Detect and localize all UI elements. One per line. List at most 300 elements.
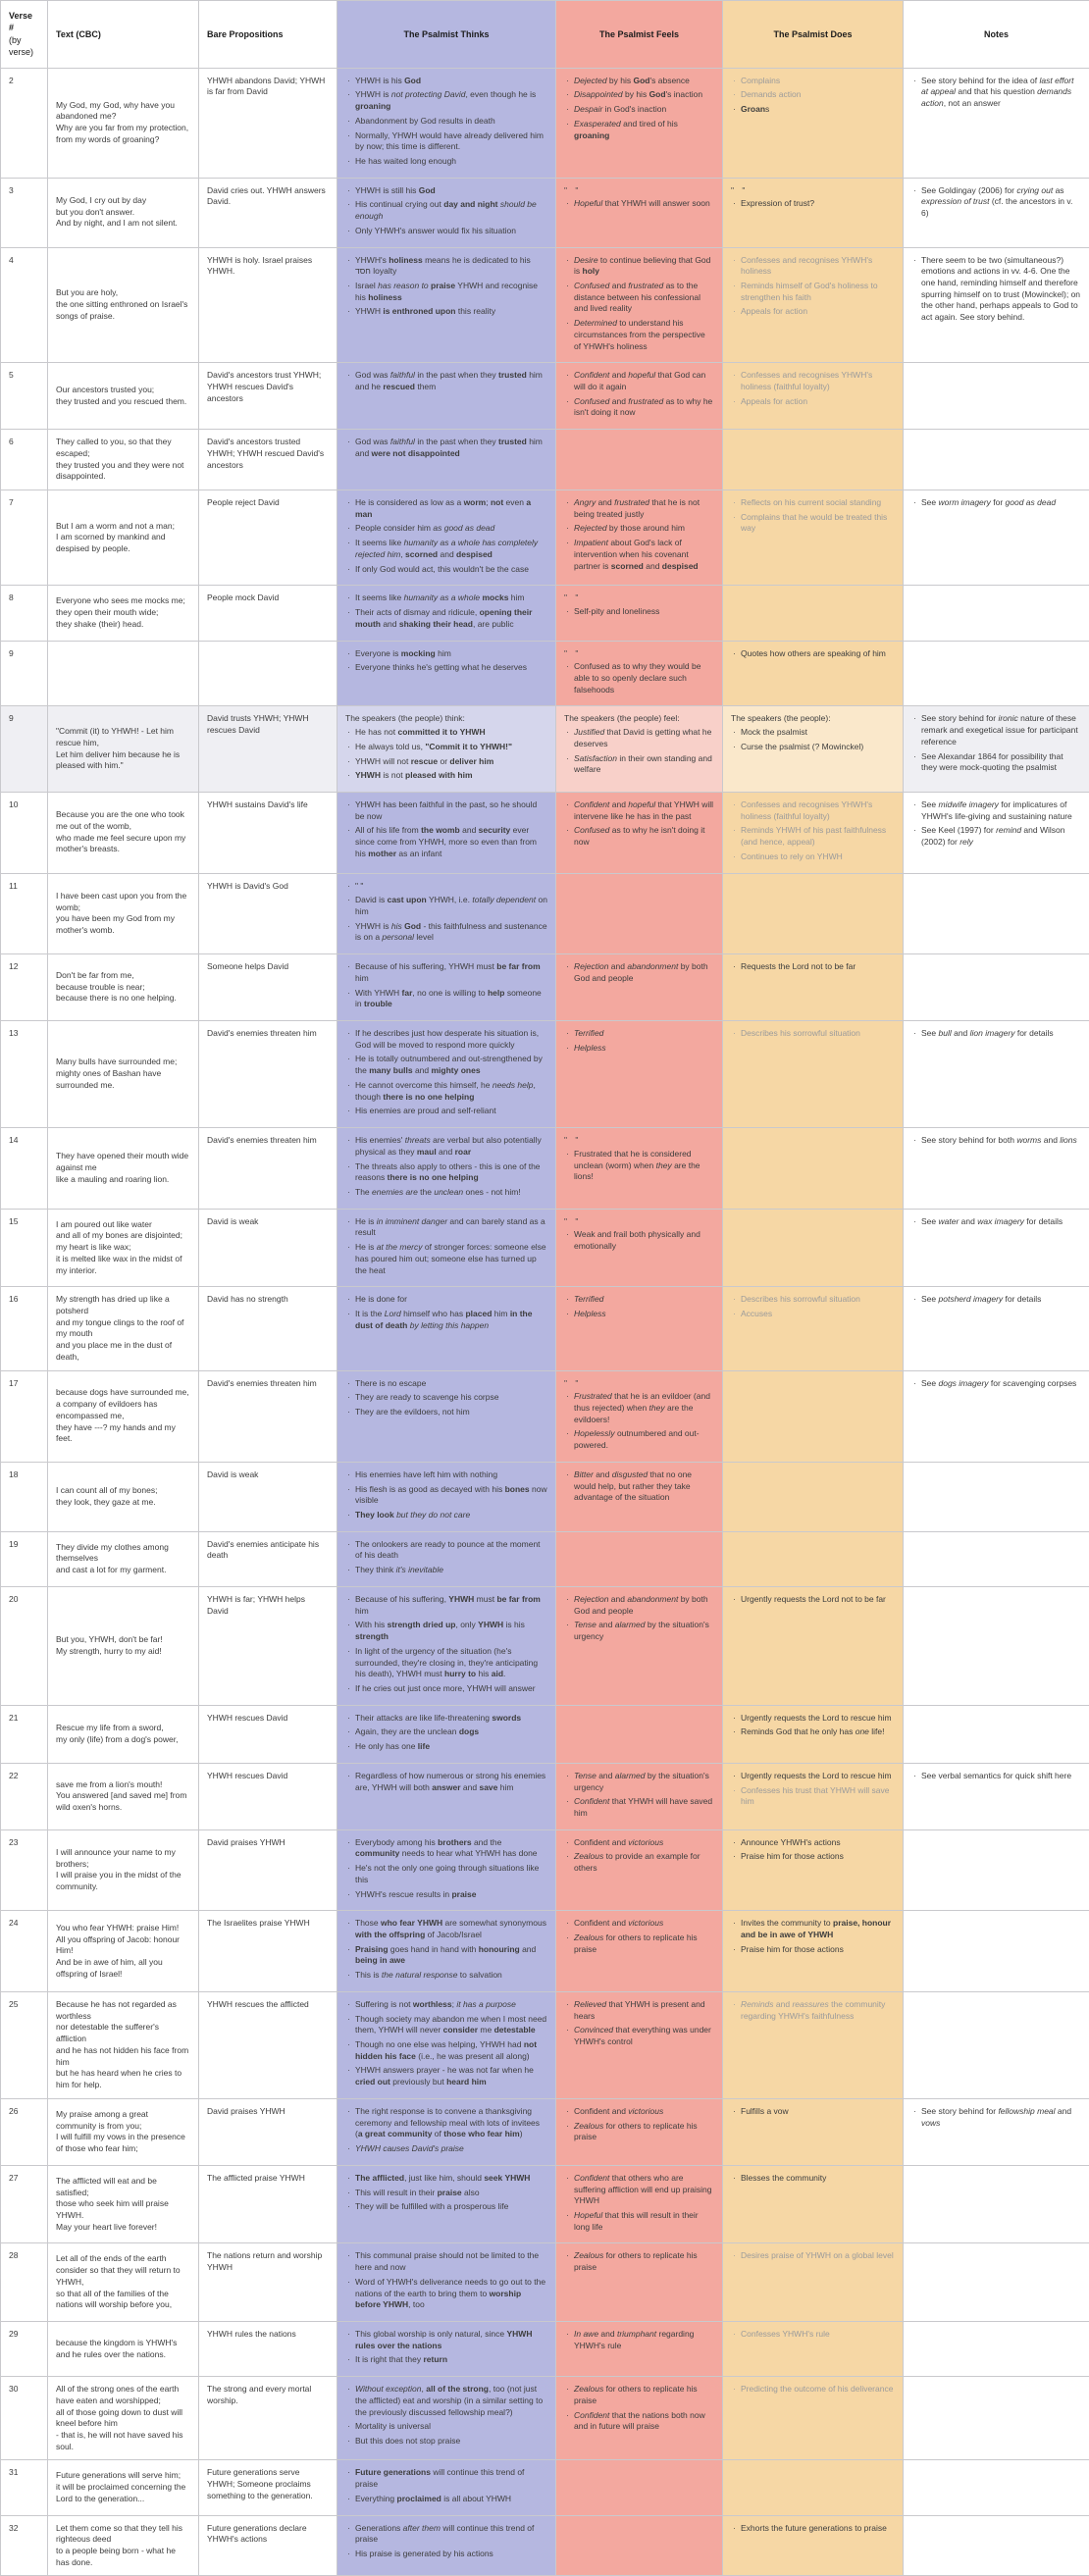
bullet-item: · Confesses and recognises YHWH's holiness (faithful loyalty) (731, 799, 895, 822)
table-row (1, 247, 1089, 363)
bullet-item: · Rejection and abandonment by both God and people (564, 1594, 714, 1617)
bullet-item: · Suffering is not worthless; it has a purpose (345, 1999, 547, 2011)
verse-text-line: I will announce your name to my brothers; (56, 1847, 190, 1870)
column-header-notes: Notes (904, 1, 1089, 69)
psalmist-does-cell (723, 1370, 904, 1462)
verse-text-line: they trusted you and they were not disappointed. (56, 460, 190, 483)
psalmist-thinks-cell (337, 2243, 556, 2322)
notes-cell (904, 1705, 1089, 1763)
bullet-item: · Tense and alarmed by the situation's urgency (564, 1620, 714, 1642)
bullet-item: · Accuses (731, 1309, 895, 1320)
bullet-item: · Urgently requests the Lord to rescue him (731, 1713, 895, 1725)
bare-propositions-cell: YHWH is David's God (199, 873, 337, 954)
notes-cell (904, 490, 1089, 586)
psalmist-thinks-cell (337, 2165, 556, 2243)
bullet-item: · Confesses YHWH's rule (731, 2329, 895, 2341)
psalmist-does-cell (723, 1763, 904, 1829)
table-row (1, 1531, 1089, 1586)
bullet-item: · Everybody among his brothers and the community needs to hear what YHWH has done (345, 1837, 547, 1860)
bullet-item: · The enemies are the unclean ones - not him! (345, 1187, 547, 1199)
bullet-item: · There is no escape (345, 1378, 547, 1390)
notes-cell (904, 2321, 1089, 2376)
verse-text (56, 521, 190, 555)
verse-text-line: I have been cast upon you from the womb; (56, 891, 190, 913)
verse-text-line: but he has heard when he cries to him for help. (56, 2068, 190, 2090)
ditto-mark: " " (564, 648, 714, 660)
bullet-item: · Zealous for others to replicate his praise (564, 2384, 714, 2406)
verse-text-line: you have been my God from my mother's womb. (56, 913, 190, 936)
bullet-item: · Zealous to provide an example for others (564, 1851, 714, 1874)
bullet-item: · Terrified (564, 1294, 714, 1306)
psalmist-thinks-cell (337, 2098, 556, 2165)
header-row (1, 1, 1089, 69)
verse-text-line: they trusted and you rescued them. (56, 396, 190, 408)
table-row (1, 2321, 1089, 2376)
note-item: · See verbal semantics for quick shift here (911, 1771, 1081, 1782)
bullet-item: · Exasperated and tired of his groaning (564, 119, 714, 141)
note-item: · See Keel (1997) for remind and Wilson (2002) for rely (911, 825, 1081, 848)
table-row (1, 954, 1089, 1021)
verse-text (56, 1387, 190, 1445)
verse-cell: 8 (1, 586, 48, 641)
bullet-item: · Only YHWH's answer would fix his situation (345, 226, 547, 237)
bullet-item: · YHWH has been faithful in the past, so he should be now (345, 799, 547, 822)
bare-propositions-cell: The afflicted praise YHWH (199, 2165, 337, 2243)
bullet-item: · Frustrated that he is considered unclean (worm) when they are the lions! (564, 1149, 714, 1183)
verse-text-line: I am poured out like water (56, 1219, 190, 1231)
verse-text-line: They divide my clothes among themselves (56, 1542, 190, 1565)
table-row (1, 1128, 1089, 1210)
verse-text-line: they shake (their) head. (56, 619, 190, 631)
bullet-item: · Everyone thinks he's getting what he deserves (345, 662, 547, 674)
table-row (1, 2243, 1089, 2322)
psalmist-thinks-cell (337, 2321, 556, 2376)
bullet-item: · Confesses and recognises YHWH's holiness (731, 255, 895, 278)
verse-text-line: Because you are the one who took me out of the womb, (56, 809, 190, 832)
bare-propositions-cell: The nations return and worship YHWH (199, 2243, 337, 2322)
verse-text (56, 195, 190, 230)
verse-text-line: to a people being born - what he has done. (56, 2546, 190, 2568)
bare-propositions-cell: Future generations serve YHWH; Someone proclaims something to the generation. (199, 2460, 337, 2515)
verse-text-line: all of those going down to dust will kneel before him (56, 2407, 190, 2430)
bullet-item: · It is right that they return (345, 2354, 547, 2366)
psalmist-does-cell (723, 2243, 904, 2322)
psalmist-thinks-cell (337, 1763, 556, 1829)
bullet-item: · Mock the psalmist (731, 727, 895, 739)
verse-text-line: They called to you, so that they escaped; (56, 437, 190, 459)
bullet-item: · Because of his suffering, YHWH must be far from him (345, 1594, 547, 1617)
text-cell (48, 1829, 199, 1911)
psalmist-feels-cell (556, 586, 723, 641)
bullet-item: · Without exception, all of the strong, too (not just the afflicted) eat and worship (in a similar setting to the previously discussed fellowship meal?) (345, 2384, 547, 2418)
bullet-item: · With YHWH far, no one is willing to help someone in trouble (345, 988, 547, 1010)
text-cell (48, 1586, 199, 1705)
bullet-item: · Confident and hopeful that God can will do it again (564, 370, 714, 392)
psalmist-does-cell (723, 586, 904, 641)
psalmist-does-cell (723, 1128, 904, 1210)
bullet-item: · YHWH's rescue results in praise (345, 1889, 547, 1901)
verse-text-line: because dogs have surrounded me, (56, 1387, 190, 1399)
verse-text (56, 1485, 190, 1508)
text-cell (48, 363, 199, 430)
verse-cell: 16 (1, 1287, 48, 1370)
psalmist-does-cell (723, 2515, 904, 2576)
bullet-item: · Mortality is universal (345, 2421, 547, 2433)
psalmist-feels-cell (556, 178, 723, 247)
verse-text (56, 809, 190, 855)
text-cell (48, 641, 199, 706)
verse-cell: 5 (1, 363, 48, 430)
bullet-item: · Hopeful that YHWH will answer soon (564, 198, 714, 210)
bullet-item: · Fulfills a vow (731, 2106, 895, 2118)
psalmist-thinks-cell (337, 1462, 556, 1531)
verse-cell: 12 (1, 954, 48, 1021)
notes-cell (904, 586, 1089, 641)
psalmist-thinks-cell (337, 641, 556, 706)
verse-cell: 32 (1, 2515, 48, 2576)
text-cell (48, 2098, 199, 2165)
verse-text-line: Why are you far from my protection, from my words of groaning? (56, 123, 190, 145)
psalmist-feels-cell (556, 1763, 723, 1829)
bullet-item: · They look but they do not care (345, 1510, 547, 1521)
bare-propositions-cell: David's ancestors trust YHWH; YHWH rescues David's ancestors (199, 363, 337, 430)
bullet-item: · Complains (731, 76, 895, 87)
bullet-item: · All of his life from the womb and security ever since come from YHWH, more so even than from his mother as an infant (345, 825, 547, 859)
bullet-item: · Dejected by his God's absence (564, 76, 714, 87)
psalmist-feels-cell (556, 873, 723, 954)
psalmist-feels-cell (556, 490, 723, 586)
bare-propositions-cell: David cries out. YHWH answers David. (199, 178, 337, 247)
bullet-item: · Justified that David is getting what he deserves (564, 727, 714, 749)
bullet-item: · Confident and victorious (564, 2106, 714, 2118)
bare-propositions-cell: People mock David (199, 586, 337, 641)
text-cell (48, 2460, 199, 2515)
bare-propositions-cell: YHWH is holy. Israel praises YHWH. (199, 247, 337, 363)
bullet-item: · Reminds himself of God's holiness to strengthen his faith (731, 281, 895, 303)
psalmist-feels-cell (556, 641, 723, 706)
bullet-item: · His continual crying out day and night should be enough (345, 199, 547, 222)
verse-cell: 19 (1, 1531, 48, 1586)
verse-text (56, 437, 190, 483)
notes-cell (904, 1586, 1089, 1705)
column-header-bare-propositions: Bare Propositions (199, 1, 337, 69)
table-row (1, 1705, 1089, 1763)
psalmist-does-cell (723, 363, 904, 430)
cell-intro: The speakers (the people): (731, 713, 895, 725)
text-cell (48, 1705, 199, 1763)
verse-text-line: Future generations will serve him; (56, 2470, 190, 2482)
psalmist-thinks-cell (337, 2377, 556, 2460)
psalmist-does-cell (723, 873, 904, 954)
psalmist-thinks-cell (337, 2515, 556, 2576)
psalmist-feels-cell (556, 1209, 723, 1287)
table-row (1, 1209, 1089, 1287)
bare-propositions-cell: David praises YHWH (199, 1829, 337, 1911)
bullet-item: · His enemies are proud and self-reliant (345, 1106, 547, 1117)
bullet-item: · Future generations will continue this trend of praise (345, 2467, 547, 2490)
bullet-item: · Normally, YHWH would have already delivered him by now; this time is different. (345, 130, 547, 153)
psalmist-feels-cell (556, 1021, 723, 1128)
table-row (1, 641, 1089, 706)
verse-cell: 18 (1, 1462, 48, 1531)
bare-propositions-cell: David has no strength (199, 1287, 337, 1370)
psalmist-feels-cell (556, 1287, 723, 1370)
cell-intro: The speakers (the people) feel: (564, 713, 714, 725)
psalmist-does-cell (723, 68, 904, 178)
note-item: · See worm imagery for good as dead (911, 497, 1081, 509)
table-row (1, 1763, 1089, 1829)
bullet-item: · With his strength dried up, only YHWH is his strength (345, 1620, 547, 1642)
note-item: · See bull and lion imagery for details (911, 1028, 1081, 1040)
text-cell (48, 1128, 199, 1210)
verse-text-line: so that all of the families of the nations will worship before you, (56, 2289, 190, 2311)
psalmist-does-cell (723, 2460, 904, 2515)
verse-text-line: Our ancestors trusted you; (56, 385, 190, 396)
psalmist-does-cell (723, 1911, 904, 1992)
verse-text-line: Don't be far from me, (56, 970, 190, 982)
bullet-item: · Helpless (564, 1043, 714, 1055)
bullet-item: · Continues to rely on YHWH (731, 851, 895, 863)
verse-text-line: My strength has dried up like a potsherd (56, 1294, 190, 1316)
psalmist-feels-cell (556, 2515, 723, 2576)
bullet-item: · Terrified (564, 1028, 714, 1040)
column-header-text: Text (CBC) (48, 1, 199, 69)
bullet-item: · Impatient about God's lack of intervention when his covenant partner is scorned and despised (564, 538, 714, 572)
psalmist-thinks-cell (337, 1370, 556, 1462)
verse-text-line: But I am a worm and not a man; (56, 521, 190, 533)
text-cell (48, 1911, 199, 1992)
bare-propositions-cell: David's enemies threaten him (199, 1128, 337, 1210)
verse-cell: 23 (1, 1829, 48, 1911)
table-row (1, 2098, 1089, 2165)
bullet-item: · People consider him as good as dead (345, 523, 547, 535)
notes-cell (904, 1370, 1089, 1462)
bullet-item: · Confident that others who are suffering affliction will end up praising YHWH (564, 2173, 714, 2207)
bullet-item: · His flesh is as good as decayed with his bones now visible (345, 1484, 547, 1507)
psalmist-feels-cell (556, 2243, 723, 2322)
verse-cell: 30 (1, 2377, 48, 2460)
psalmist-feels-cell (556, 363, 723, 430)
bullet-item: · Appeals for action (731, 396, 895, 408)
notes-cell (904, 1462, 1089, 1531)
verse-text-line: like a mauling and roaring lion. (56, 1174, 190, 1186)
verse-text (56, 726, 190, 772)
verse-text (56, 1634, 190, 1657)
verse-text (56, 1999, 190, 2091)
bullet-item: · Confident that the nations both now and in future will praise (564, 2410, 714, 2433)
column-header-verse (1, 1, 48, 69)
bullet-item: · YHWH's holiness means he is dedicated to his חסד loyalty (345, 255, 547, 278)
bullet-item: · He is at the mercy of stronger forces: someone else has poured him out; someone else has turned up the heat (345, 1242, 547, 1276)
notes-cell (904, 641, 1089, 706)
verse-text (56, 1847, 190, 1893)
verse-text-line: You who fear YHWH: praise Him! (56, 1923, 190, 1934)
verse-text-line: You answered [and saved me] from wild oxen's horns. (56, 1790, 190, 1813)
bullet-item: · Convinced that everything was under YHWH's control (564, 2025, 714, 2047)
table-row (1, 490, 1089, 586)
notes-cell (904, 792, 1089, 873)
bullet-item: · God was faithful in the past when they trusted him and were not disappointed (345, 437, 547, 459)
bare-propositions-cell: YHWH is far; YHWH helps David (199, 1586, 337, 1705)
notes-cell (904, 1209, 1089, 1287)
bullet-item: · Reminds YHWH of his past faithfulness (and hence, appeal) (731, 825, 895, 848)
bullet-item: · Because of his suffering, YHWH must be far from him (345, 961, 547, 984)
verse-text-line: I am scorned by mankind and despised by people. (56, 532, 190, 554)
verse-cell: 29 (1, 2321, 48, 2376)
psalmist-thinks-cell (337, 586, 556, 641)
verse-text-line: because there is no one helping. (56, 993, 190, 1005)
verse-text-line: Because he has not regarded as worthless (56, 1999, 190, 2022)
verse-cell: 15 (1, 1209, 48, 1287)
verse-text (56, 1151, 190, 1185)
psalmist-thinks-cell (337, 2460, 556, 2515)
verse-text-line: And be in awe of him, all you offspring of Israel! (56, 1957, 190, 1980)
verse-text (56, 2109, 190, 2155)
text-cell (48, 490, 199, 586)
verse-text-line: My praise among a great community is from you; (56, 2109, 190, 2132)
text-cell (48, 792, 199, 873)
bullet-item: · This will result in their praise also (345, 2188, 547, 2199)
table-row (1, 1586, 1089, 1705)
psalmist-thinks-cell (337, 247, 556, 363)
bullet-item: · Demands action (731, 89, 895, 101)
text-cell (48, 1209, 199, 1287)
note-item: · There seem to be two (simultaneous?) emotions and actions in vv. 4-6. One the one hand, reminding himself and therefore spurring himself on to trust (Mowinckel); on the other hand, perhaps appeals to God to act again. See story behind. (911, 255, 1081, 324)
ditto-mark: " " (564, 185, 714, 197)
psalmist-feels-cell (556, 1991, 723, 2098)
bullet-item: · Describes his sorrowful situation (731, 1028, 895, 1040)
verse-text (56, 1923, 190, 1981)
bullet-item: · God was faithful in the past when they trusted him and he rescued them (345, 370, 547, 392)
text-cell (48, 68, 199, 178)
bare-propositions-cell (199, 641, 337, 706)
bullet-item: · Reflects on his current social standing (731, 497, 895, 509)
text-cell (48, 706, 199, 793)
text-cell (48, 2321, 199, 2376)
psalmist-thinks-cell (337, 1829, 556, 1911)
bullet-item: · His praise is generated by his actions (345, 2549, 547, 2560)
bullet-item: · YHWH causes David's praise (345, 2143, 547, 2155)
notes-cell (904, 1911, 1089, 1992)
note-item: · See potsherd imagery for details (911, 1294, 1081, 1306)
bullet-item: · His enemies have left him with nothing (345, 1469, 547, 1481)
notes-cell (904, 2377, 1089, 2460)
notes-cell (904, 873, 1089, 954)
table-row (1, 2377, 1089, 2460)
bare-propositions-cell: YHWH sustains David's life (199, 792, 337, 873)
psalmist-feels-cell (556, 2165, 723, 2243)
text-cell (48, 430, 199, 490)
notes-cell (904, 1021, 1089, 1128)
verse-text-line: but you don't answer. (56, 207, 190, 219)
table-row (1, 1829, 1089, 1911)
verse-text-line: the one sitting enthroned on Israel's songs of praise. (56, 299, 190, 322)
bullet-item: · It is the Lord himself who has placed him in the dust of death by letting this happen (345, 1309, 547, 1331)
psalmist-feels-cell (556, 2377, 723, 2460)
bullet-item: · It seems like humanity as a whole has completely rejected him, scorned and despised (345, 538, 547, 560)
bullet-item: · Zealous for others to replicate his praise (564, 2250, 714, 2273)
verse-text-line: Let all of the ends of the earth consider so that they will return to YHWH, (56, 2253, 190, 2288)
bullet-item: · Angry and frustrated that he is not being treated justly (564, 497, 714, 520)
ditto-mark: " " (564, 1216, 714, 1228)
psalmist-thinks-cell (337, 490, 556, 586)
bullet-item: · Praise him for those actions (731, 1851, 895, 1863)
verse-text-line: - that is, he will not have saved his soul. (56, 2430, 190, 2452)
text-cell (48, 2377, 199, 2460)
psalmist-feels-cell (556, 706, 723, 793)
bare-propositions-cell: David praises YHWH (199, 2098, 337, 2165)
bullet-item: · Predicting the outcome of his deliverance (731, 2384, 895, 2396)
bullet-item: · Again, they are the unclean dogs (345, 1726, 547, 1738)
psalmist-thinks-cell (337, 1991, 556, 2098)
bullet-item: · Bitter and disgusted that no one would help, but rather they take advantage of the situation (564, 1469, 714, 1504)
bullet-item: · He is totally outnumbered and out-strengthened by the many bulls and mighty ones (345, 1054, 547, 1076)
bare-propositions-cell: YHWH abandons David; YHWH is far from David (199, 68, 337, 178)
bare-propositions-cell: David's ancestors trusted YHWH; YHWH rescued David's ancestors (199, 430, 337, 490)
bullet-item: · They think it's inevitable (345, 1565, 547, 1576)
bare-propositions-cell: David is weak (199, 1209, 337, 1287)
bare-propositions-cell: David's enemies anticipate his death (199, 1531, 337, 1586)
bullet-item: · Zealous for others to replicate his praise (564, 2121, 714, 2143)
bullet-item: · This communal praise should not be limited to the here and now (345, 2250, 547, 2273)
bullet-item: · Desires praise of YHWH on a global level (731, 2250, 895, 2262)
bullet-item: · Satisfaction in their own standing and welfare (564, 753, 714, 776)
notes-cell (904, 2515, 1089, 2576)
verse-text-line: they have ---? my hands and my feet. (56, 1422, 190, 1445)
bullet-item: · Urgently requests the Lord not to be far (731, 1594, 895, 1606)
bullet-item: · In awe and triumphant regarding YHWH's rule (564, 2329, 714, 2351)
psalmist-does-cell (723, 2098, 904, 2165)
psalmist-thinks-cell (337, 68, 556, 178)
bullet-item: · Confesses his trust that YHWH will save him (731, 1785, 895, 1808)
bullet-item: · YHWH will not rescue or deliver him (345, 756, 547, 768)
verse-cell: 7 (1, 490, 48, 586)
bare-propositions-cell: People reject David (199, 490, 337, 586)
note-item: · See midwife imagery for implicatures of YHWH's life-giving and sustaining nature (911, 799, 1081, 822)
bare-propositions-cell: YHWH rescues David (199, 1705, 337, 1763)
notes-cell (904, 706, 1089, 793)
table-row (1, 68, 1089, 178)
table-body (1, 68, 1089, 2576)
table-row (1, 1287, 1089, 1370)
column-header-psalmist-feels: The Psalmist Feels (556, 1, 723, 69)
bullet-item: · Describes his sorrowful situation (731, 1294, 895, 1306)
bullet-item: · They are the evildoers, not him (345, 1407, 547, 1418)
bullet-item: · Rejected by those around him (564, 523, 714, 535)
table-row (1, 1021, 1089, 1128)
text-cell (48, 1021, 199, 1128)
bullet-item: · He is in imminent danger and can barely stand as a result (345, 1216, 547, 1239)
notes-cell (904, 2460, 1089, 2515)
verse-cell: 13 (1, 1021, 48, 1128)
text-cell (48, 2515, 199, 2576)
verse-text-line: my only (life) from a dog's power, (56, 1734, 190, 1746)
bullet-item: · Generations after them will continue this trend of praise (345, 2523, 547, 2546)
verse-text-line: mighty ones of Bashan have surrounded me. (56, 1068, 190, 1091)
bullet-item: · Requests the Lord not to be far (731, 961, 895, 973)
note-item: · See story behind for both worms and lions (911, 1135, 1081, 1147)
bullet-item: · Helpless (564, 1309, 714, 1320)
bullet-item: · Despair in God's inaction (564, 104, 714, 116)
text-cell (48, 1462, 199, 1531)
psalmist-feels-cell (556, 1586, 723, 1705)
verse-text-line: May your heart live forever! (56, 2222, 190, 2234)
psalmist-feels-cell (556, 1462, 723, 1531)
notes-cell (904, 363, 1089, 430)
verse-text-line: and he has not hidden his face from him (56, 2045, 190, 2068)
verse-cell: 21 (1, 1705, 48, 1763)
bullet-item: · He is considered as low as a worm; not even a man (345, 497, 547, 520)
